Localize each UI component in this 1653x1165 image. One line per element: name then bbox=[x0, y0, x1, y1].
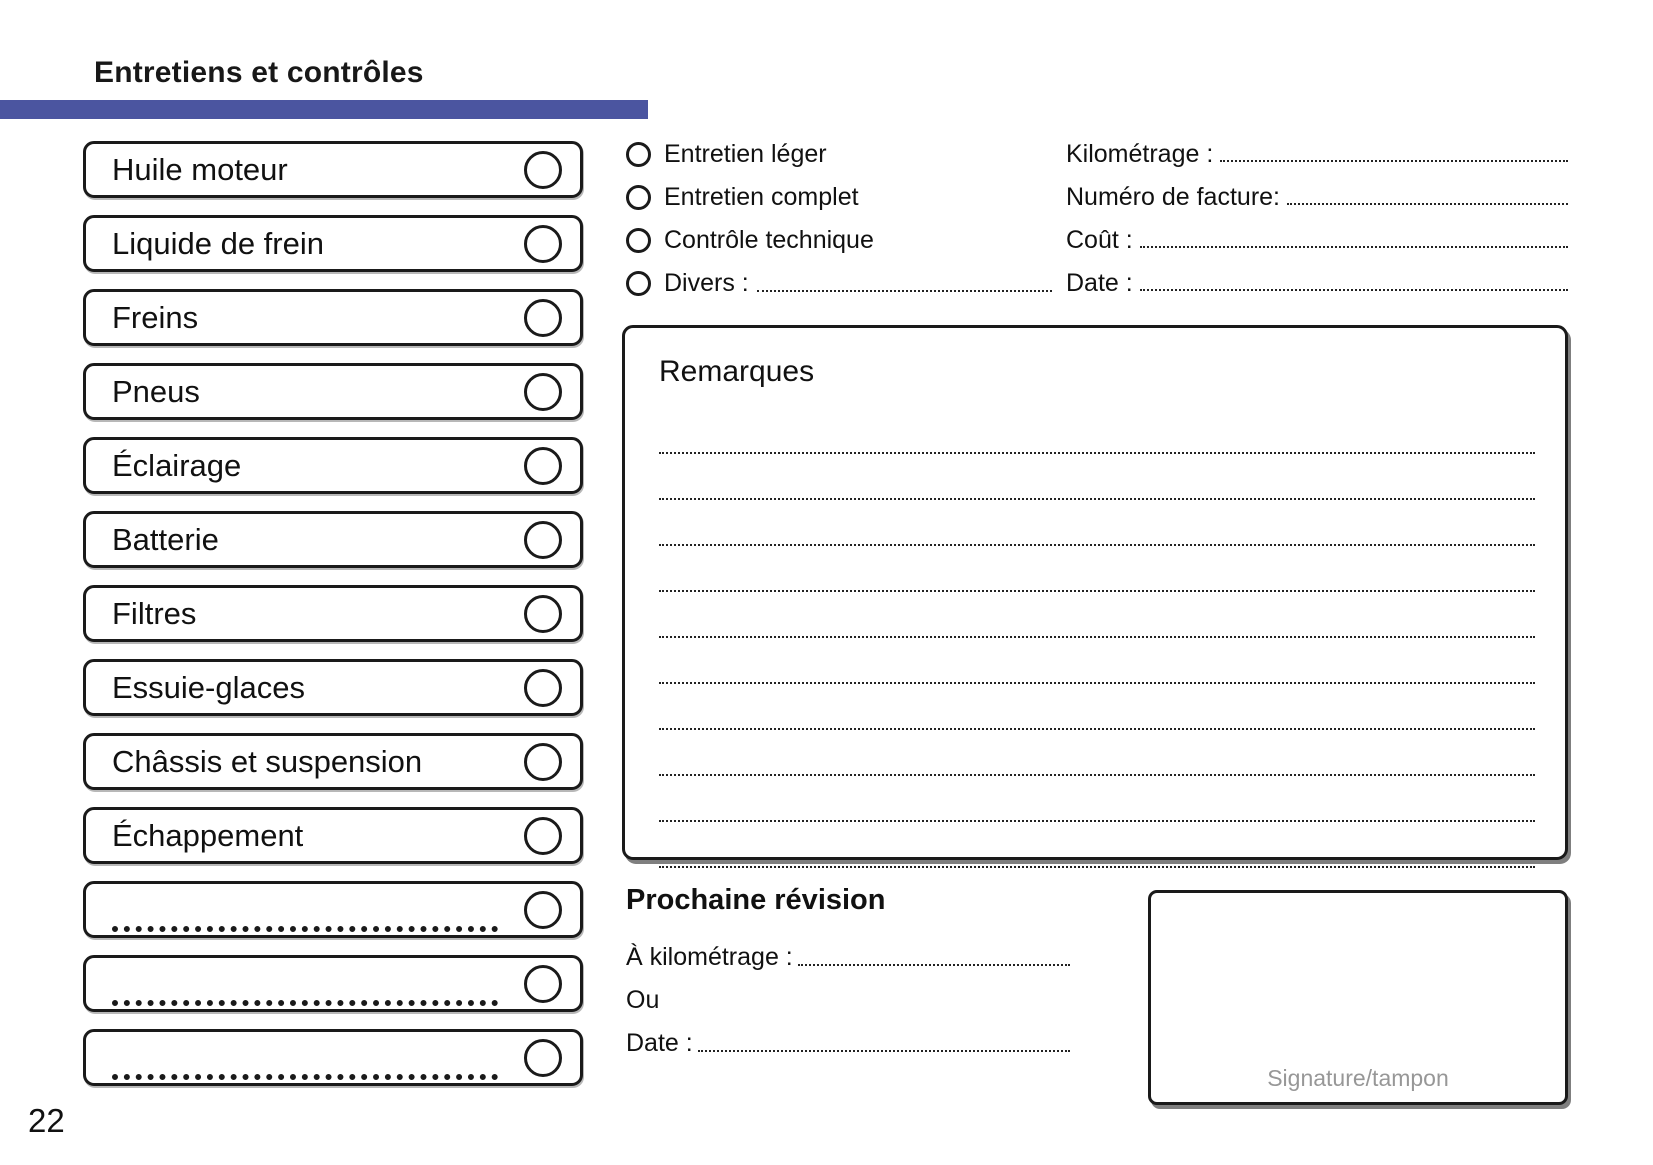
check-circle[interactable] bbox=[524, 817, 562, 855]
fill-in-line[interactable] bbox=[112, 1050, 498, 1080]
remark-line[interactable] bbox=[659, 822, 1535, 868]
checklist-row-blank bbox=[83, 1029, 583, 1086]
fill-in-line[interactable] bbox=[798, 964, 1070, 966]
remarks-title: Remarques bbox=[659, 355, 815, 388]
check-circle[interactable] bbox=[524, 743, 562, 781]
remark-line[interactable] bbox=[659, 546, 1535, 592]
fill-in-line[interactable] bbox=[1220, 160, 1568, 162]
page-number: 22 bbox=[28, 1102, 65, 1139]
check-circle[interactable] bbox=[524, 891, 562, 929]
invoice-field-label: Numéro de facture: bbox=[1066, 183, 1280, 211]
radio-circle[interactable] bbox=[626, 228, 651, 253]
check-circle[interactable] bbox=[524, 965, 562, 1003]
page-title: Entretiens et contrôles bbox=[94, 56, 424, 89]
invoice-field-label: Date : bbox=[1066, 269, 1133, 297]
next-service-row bbox=[626, 984, 1070, 1014]
checklist-row bbox=[83, 659, 583, 716]
remark-line[interactable] bbox=[659, 454, 1535, 500]
checklist-row bbox=[83, 437, 583, 494]
next-service-label: Ou bbox=[626, 986, 660, 1014]
checklist-item-label: Freins bbox=[112, 299, 199, 335]
invoice-field-label: Kilométrage : bbox=[1066, 140, 1214, 168]
title-accent-bar bbox=[0, 100, 648, 119]
invoice-field-label: Coût : bbox=[1066, 226, 1133, 254]
next-service-row bbox=[626, 941, 1070, 971]
invoice-field-row bbox=[1066, 142, 1568, 167]
invoice-field-row bbox=[1066, 228, 1568, 253]
remark-line[interactable] bbox=[659, 776, 1535, 822]
checklist-item-label: Éclairage bbox=[112, 447, 242, 483]
remark-line[interactable] bbox=[659, 730, 1535, 776]
check-circle[interactable] bbox=[524, 521, 562, 559]
check-circle[interactable] bbox=[524, 151, 562, 189]
check-circle[interactable] bbox=[524, 299, 562, 337]
fill-in-line[interactable] bbox=[757, 290, 1052, 292]
checklist-row bbox=[83, 141, 583, 198]
check-circle[interactable] bbox=[524, 447, 562, 485]
remarks-lines bbox=[659, 408, 1535, 868]
service-type-label: Contrôle technique bbox=[664, 226, 874, 254]
next-service-row bbox=[626, 1027, 1070, 1057]
checklist-item-label: Essuie-glaces bbox=[112, 669, 305, 705]
service-type-row bbox=[626, 142, 1054, 167]
checklist-item-label: Échappement bbox=[112, 817, 304, 853]
checklist-row bbox=[83, 807, 583, 864]
checklist-item-label: Pneus bbox=[112, 373, 200, 409]
remark-line[interactable] bbox=[659, 500, 1535, 546]
checklist-row bbox=[83, 363, 583, 420]
service-type-row bbox=[626, 271, 1054, 296]
next-service-label: Date : bbox=[626, 1029, 693, 1057]
radio-circle[interactable] bbox=[626, 142, 651, 167]
checklist-row bbox=[83, 733, 583, 790]
service-type-options bbox=[626, 142, 1054, 314]
check-circle[interactable] bbox=[524, 225, 562, 263]
invoice-field-row bbox=[1066, 271, 1568, 296]
service-type-label: Divers : bbox=[664, 269, 749, 297]
signature-label: Signature/tampon bbox=[1267, 1065, 1449, 1091]
checklist-item-label: Filtres bbox=[112, 595, 197, 631]
checklist bbox=[83, 141, 583, 1103]
fill-in-line[interactable] bbox=[112, 976, 498, 1006]
checklist-item-label: Liquide de frein bbox=[112, 225, 324, 261]
check-circle[interactable] bbox=[524, 669, 562, 707]
next-service-title: Prochaine révision bbox=[626, 884, 886, 916]
service-type-label: Entretien complet bbox=[664, 183, 859, 211]
checklist-row-blank bbox=[83, 955, 583, 1012]
invoice-field-row bbox=[1066, 185, 1568, 210]
checklist-row bbox=[83, 289, 583, 346]
remark-line[interactable] bbox=[659, 684, 1535, 730]
signature-box[interactable] bbox=[1148, 890, 1568, 1105]
remarks-box bbox=[622, 325, 1568, 860]
fill-in-line[interactable] bbox=[698, 1050, 1070, 1052]
radio-circle[interactable] bbox=[626, 271, 651, 296]
check-circle[interactable] bbox=[524, 595, 562, 633]
checklist-row bbox=[83, 511, 583, 568]
service-type-row bbox=[626, 228, 1054, 253]
remark-line[interactable] bbox=[659, 408, 1535, 454]
next-service-label: À kilométrage : bbox=[626, 943, 793, 971]
service-type-row bbox=[626, 185, 1054, 210]
fill-in-line[interactable] bbox=[112, 902, 498, 932]
next-service-section bbox=[626, 884, 1070, 1070]
check-circle[interactable] bbox=[524, 373, 562, 411]
invoice-fields bbox=[1066, 142, 1568, 314]
checklist-row bbox=[83, 215, 583, 272]
remark-line[interactable] bbox=[659, 638, 1535, 684]
checklist-item-label: Châssis et suspension bbox=[112, 743, 423, 779]
checklist-item-label: Batterie bbox=[112, 521, 219, 557]
next-service-rows bbox=[626, 941, 1070, 1057]
checklist-item-label: Huile moteur bbox=[112, 151, 288, 187]
check-circle[interactable] bbox=[524, 1039, 562, 1077]
service-type-label: Entretien léger bbox=[664, 140, 827, 168]
radio-circle[interactable] bbox=[626, 185, 651, 210]
fill-in-line[interactable] bbox=[1140, 246, 1568, 248]
checklist-row bbox=[83, 585, 583, 642]
remark-line[interactable] bbox=[659, 592, 1535, 638]
checklist-row-blank bbox=[83, 881, 583, 938]
fill-in-line[interactable] bbox=[1140, 289, 1568, 291]
fill-in-line[interactable] bbox=[1287, 203, 1568, 205]
